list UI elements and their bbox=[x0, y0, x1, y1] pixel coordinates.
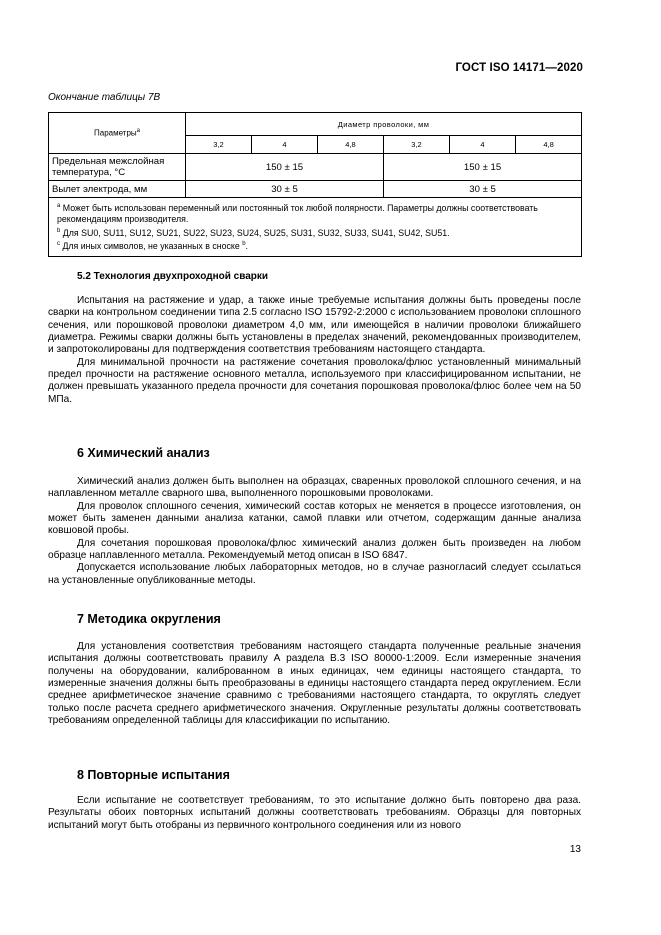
paragraph: Для сочетания порошковая проволока/флюс химический анализ должен быть произведен на любом образце наплавленного металла. Рекомендуемый метод описан в ISO 6847. bbox=[48, 537, 581, 562]
diameter-value: 3,2 bbox=[384, 136, 450, 154]
diameter-value: 4,8 bbox=[318, 136, 384, 154]
paragraph: Для проволок сплошного сечения, химический состав которых не меняется в процессе изготовления, он может быть заменен данными анализа катанки, самой плавки или отчетом, содержащим данные анализа ковшовой пробы. bbox=[48, 500, 581, 537]
section-body-5-2 bbox=[48, 295, 581, 406]
table-caption: Окончание таблицы 7B bbox=[48, 92, 161, 103]
section-body-7 bbox=[48, 641, 581, 727]
section-heading-5-2: 5.2 Технология двухпроходной сварки bbox=[77, 271, 269, 282]
section-heading-8: 8 Повторные испытания bbox=[77, 768, 230, 782]
paragraph: Допускается использование любых лабораторных методов, но в случае разногласий следует ссылаться на установленные опубликованные методы. bbox=[48, 562, 581, 586]
footnote-b: $^b$ Для SU0, SU11, SU12, SU21, SU22, SU23, SU24, SU25, SU31, SU32, SU33, SU41, SU42, SU51. bbox=[57, 227, 450, 238]
paragraph: Для установления соответствия требованиям настоящего стандарта полученные реальные значения испытания должны соответствовать правилу А раздела B.3 ISO 80000-1:2009. Если измеренные значения получены на оборудовании, калиброванном в иных единицах, чем единицы настоящего стандарта, то измеренные значения должны быть преобразованы в единицы настоящего стандарта перед округлением. Если среднее арифметическое значение сравнимо с требованиями настоящего стандарта, то округлять следует только после расчета среднего арифметического значения. Округленные результаты должны соответствовать требованиям определенной таблицы для классификации по испытанию. bbox=[48, 641, 581, 727]
section-body-8 bbox=[48, 795, 581, 832]
diameter-header: Диаметр проволоки, мм bbox=[186, 113, 582, 136]
section-body-6 bbox=[48, 476, 581, 587]
page-number: 13 bbox=[569, 844, 581, 855]
table-cell: 30 ± 5 bbox=[384, 181, 582, 198]
diameter-value: 3,2 bbox=[186, 136, 252, 154]
diameter-value: 4 bbox=[450, 136, 516, 154]
paragraph: Если испытание не соответствует требованиям, то это испытание должно быть повторено два раза. Результаты обоих повторных испытаний должны соответствовать требованиям. Образцы для повторных испытаний могут быть отобраны из первичного контрольного соединения или из нового bbox=[48, 795, 581, 831]
table-cell: 30 ± 5 bbox=[186, 181, 384, 198]
footnote-a: $^a$ Может быть использован переменный или постоянный ток любой полярности. Параметры должны соответствовать рекомендациям производителя. bbox=[57, 202, 538, 225]
parameters-header: Параметры$^a$ bbox=[49, 113, 186, 154]
footnote-c: $^c$ Для иных символов, не указанных в сноске $^b$. bbox=[57, 240, 248, 251]
paragraph: Испытания на растяжение и удар, а также иные требуемые испытания должны быть проведены после сварки на контрольном соединении типа 2.5 согласно ISO 15792-2:2000 с использованием проволоки сплошного сечения, или порошковой проволоки диаметром 4,0 мм, или имеющейся в наличии проволоки ближайшего диаметра. Режимы сварки должны быть установлены в пределах значений, рекомендованных производителем, и запротоколированы для подтверждения соответствия требованиям настоящего стандарта. bbox=[48, 295, 581, 356]
paragraph: Для минимальной прочности на растяжение сочетания проволока/флюс установленный минимальный предел прочности на растяжение основного металла, используемого при классифицированном испытании, не должен превышать указанного предела прочности для сочетания порошковая проволока/флюс более чем на 50 МПа. bbox=[48, 356, 581, 405]
welding-parameters-table bbox=[48, 112, 582, 257]
table-cell: 150 ± 15 bbox=[384, 154, 582, 181]
table-cell: 150 ± 15 bbox=[186, 154, 384, 181]
section-heading-7: 7 Методика округления bbox=[77, 612, 221, 626]
section-heading-6: 6 Химический анализ bbox=[77, 446, 210, 460]
diameter-value: 4,8 bbox=[516, 136, 582, 154]
document-code: ГОСТ ISO 14171—2020 bbox=[455, 62, 583, 74]
row-label-interpass-temperature: Предельная межслойная температура, °C bbox=[49, 154, 186, 181]
table-footnotes bbox=[49, 198, 582, 257]
row-label-electrode-stickout: Вылет электрода, мм bbox=[49, 181, 186, 198]
paragraph: Химический анализ должен быть выполнен на образцах, сваренных проволокой сплошного сечения, и на наплавленном металле сварного шва, выполненного порошковыми проволоками. bbox=[48, 476, 581, 500]
diameter-value: 4 bbox=[252, 136, 318, 154]
